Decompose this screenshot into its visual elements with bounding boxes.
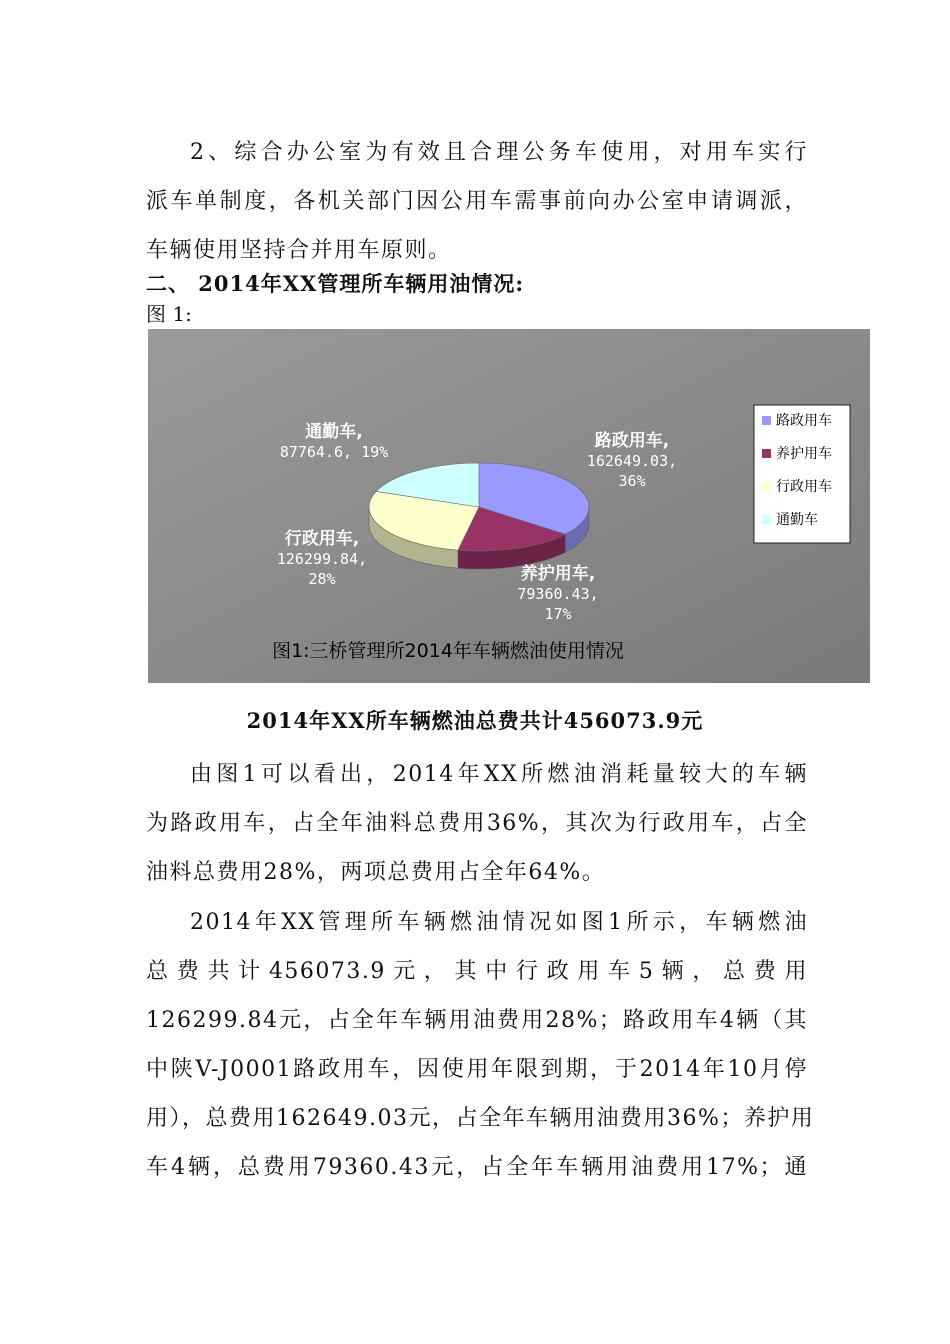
text-line: 由图1可以看出，2014年XX所燃油消耗量较大的车辆: [190, 762, 808, 787]
figure-label: 图 1:: [146, 302, 192, 326]
legend-label-0: 路政用车: [776, 413, 832, 429]
text-line: 总费共计456073.9元，其中行政用车5辆，总费用: [146, 959, 808, 984]
slice-label-0: 路政用车, 162649.03, 36%: [586, 431, 678, 490]
text-line: 车辆使用坚持合并用车原则。: [146, 238, 452, 263]
text-line: 油料总费用28%，两项总费用占全年64%。: [146, 860, 606, 885]
legend-swatch-3: [762, 515, 771, 524]
pie-chart-svg: [148, 329, 870, 683]
pie-tops: [369, 463, 589, 551]
text-line: 2、综合办公室为有效且合理公务车使用，对用车实行: [190, 140, 808, 165]
legend-swatch-2: [762, 482, 771, 491]
total-cost-line: 2014年XX所车辆燃油总费共计456073.9元: [246, 708, 704, 733]
text-line: 派车单制度，各机关部门因公用车需事前向办公室申请调派，: [146, 189, 808, 214]
paragraph-detail: [146, 898, 815, 1192]
paragraph-vehicle-dispatch: [146, 128, 808, 275]
fuel-pie-chart: [148, 329, 870, 683]
text-line: 用），总费用162649.03元，占全年车辆用油费用36%；养护用: [146, 1106, 815, 1131]
chart-legend: [754, 405, 850, 543]
text-line: 中陕V-J0001路政用车，因使用年限到期，于2014年10月停: [146, 1057, 808, 1082]
section-heading: 二、 2014年XX管理所车辆用油情况:: [146, 271, 525, 296]
legend-swatch-1: [762, 449, 771, 458]
legend-label-3: 通勤车: [776, 512, 818, 528]
legend-swatch-0: [762, 416, 771, 425]
slice-label-2: 行政用车, 126299.84, 28%: [276, 529, 368, 588]
slice-label-1: 养护用车, 79360.43, 17%: [517, 564, 599, 623]
legend-label-2: 行政用车: [776, 479, 832, 495]
chart-title: 图1:三桥管理所2014年车辆燃油使用情况: [272, 640, 624, 662]
text-line: 为路政用车，占全年油料总费用36%，其次为行政用车，占全: [146, 811, 808, 836]
text-line: 126299.84元，占全年车辆用油费用28%；路政用车4辆（其: [146, 1008, 808, 1033]
slice-label-3: 通勤车, 87764.6, 19%: [279, 422, 389, 461]
legend-label-1: 养护用车: [776, 446, 832, 462]
text-line: 2014年XX管理所车辆燃油情况如图1所示，车辆燃油: [190, 910, 808, 935]
text-line: 车4辆，总费用79360.43元，占全年车辆用油费用17%；通: [146, 1155, 808, 1180]
paragraph-analysis: [146, 750, 808, 897]
